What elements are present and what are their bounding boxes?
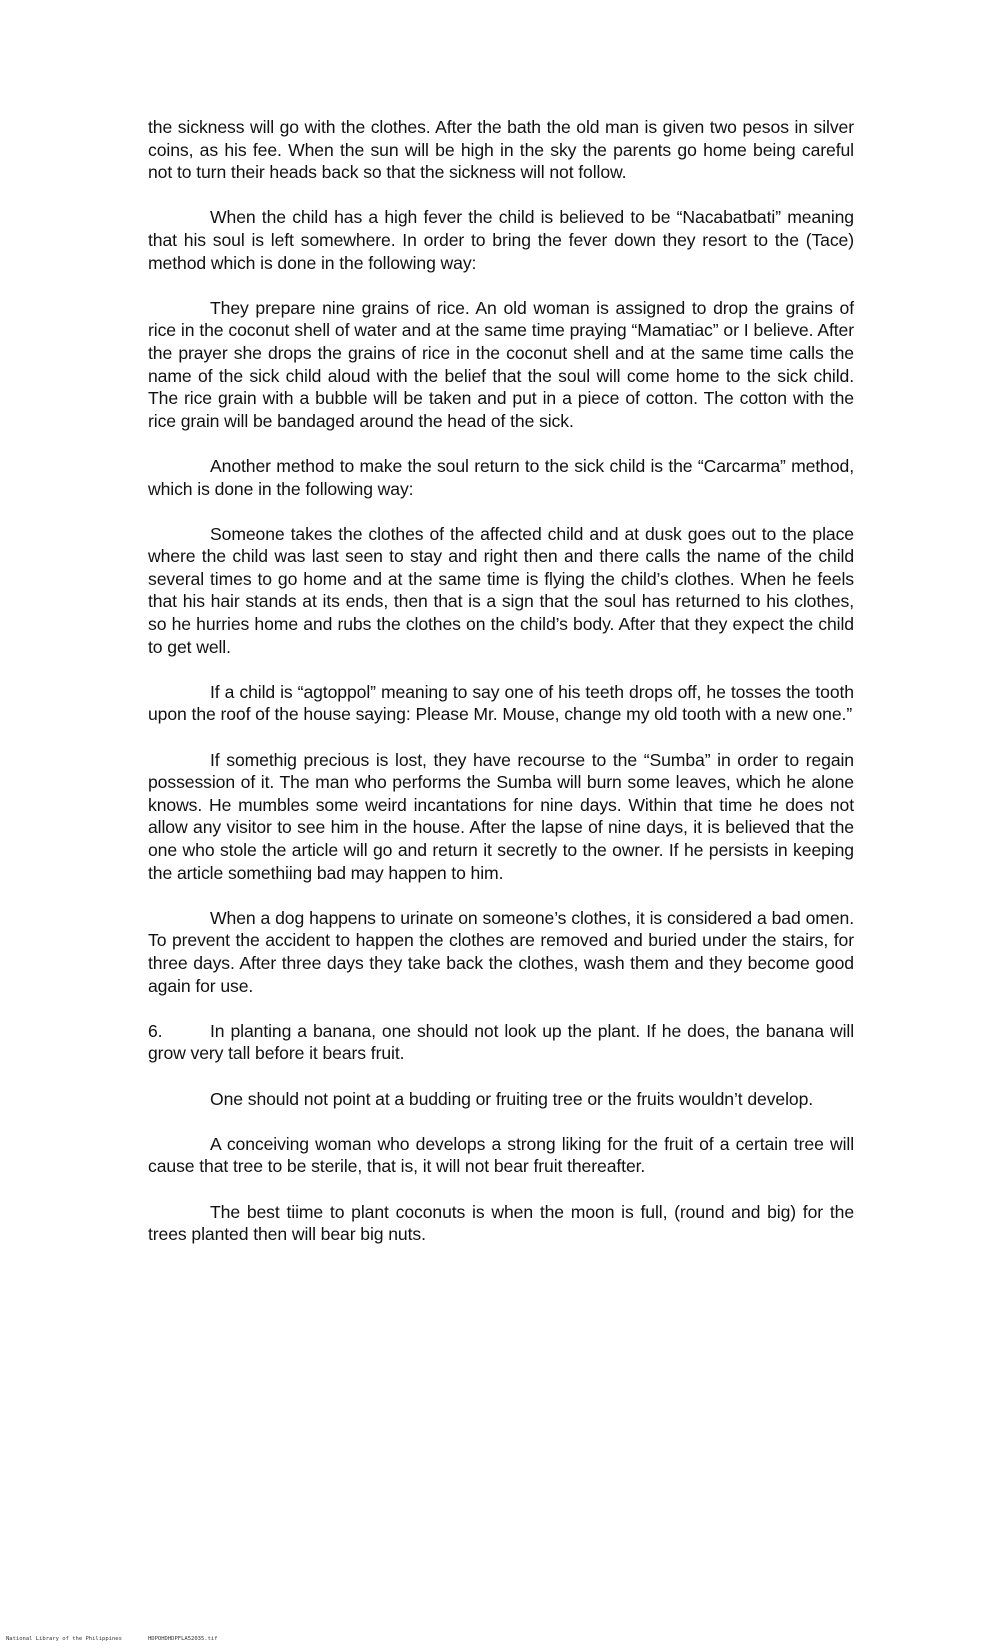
paragraph-sumba: If somethig precious is lost, they have recourse to the “Sumba” in order to regain possession of it. The man who performs the Sumba will burn some leaves, which he alone knows. He mumbles some weird incantations for nine days. Within that time he does not allow any visitor to see him in the house. After the lapse of nine days, it is believed that the one who stole the article will go and return it secretly to the owner. If he persists in keeping the article somethiing bad may happen to him. [148,749,854,883]
paragraph-carcarma-intro: Another method to make the soul return to the sick child is the “Carcarma” method, which is done in the following way: [148,455,854,499]
paragraph-nacabatbati: When the child has a high fever the child is believed to be “Nacabatbati” meaning that his soul is left somewhere. In order to bring the fever down they resort to the (Tace) method which is done in the following way: [148,207,854,273]
item-number: 6. [148,1020,163,1041]
document-body [148,116,854,1268]
paragraph-coconuts: The best tiime to plant coconuts is when the moon is full, (round and big) for the trees planted then will bear big nuts. [148,1201,854,1245]
page-footer [6,1636,218,1642]
paragraph-tace-method: They prepare nine grains of rice. An old woman is assigned to drop the grains of rice in the coconut shell of water and at the same time praying “Mamatiac” or I believe. After the prayer she drops the grains of rice in the coconut shell and at the same time calls the name of the sick child aloud with the belief that the soul will come home to the sick child. The rice grain with a bubble will be taken and put in a piece of cotton. The cotton with the rice grain will be bandaged around the head of the sick. [148,297,854,431]
paragraph-dog-omen: When a dog happens to urinate on someone’s clothes, it is considered a bad omen. To prevent the accident to happen the clothes are removed and buried under the stairs, for three days. After three days they take back the clothes, wash them and they become good again for use. [148,907,854,996]
footer-library: National Library of the Philippines [6,1636,122,1642]
paragraph-carcarma-method: Someone takes the clothes of the affected child and at dusk goes out to the place where the child was last seen to stay and right then and there calls the name of the child several times to go home and at the same time is flying the child’s clothes. When he feels that his hair stands at its ends, then that is a sign that the soul has returned to his clothes, so he hurries home and rubs the clothes on the child’s body. After that they expect the child to get well. [148,523,854,657]
paragraph-budding-tree: One should not point at a budding or fruiting tree or the fruits wouldn’t develop. [210,1088,814,1109]
paragraph-conceiving-woman: A conceiving woman who develops a strong liking for the fruit of a certain tree will cause that tree to be sterile, that is, it will not bear fruit thereafter. [148,1133,854,1177]
footer-file-id: HDPOHDHDPFLA52035.tif [148,1636,218,1642]
paragraph-agtoppol: If a child is “agtoppol” meaning to say one of his teeth drops off, he tosses the tooth upon the roof of the house saying: Please Mr. Mouse, change my old tooth with a new one.” [148,681,854,725]
numbered-item-6 [148,1020,854,1065]
item-text: In planting a banana, one should not look up the plant. If he does, the banana will grow very tall before it bears fruit. [148,1020,854,1064]
paragraph-continuation: the sickness will go with the clothes. After the bath the old man is given two pesos in silver coins, as his fee. When the sun will be high in the sky the parents go home being careful not to turn their heads back so that the sickness will not follow. [148,117,854,183]
